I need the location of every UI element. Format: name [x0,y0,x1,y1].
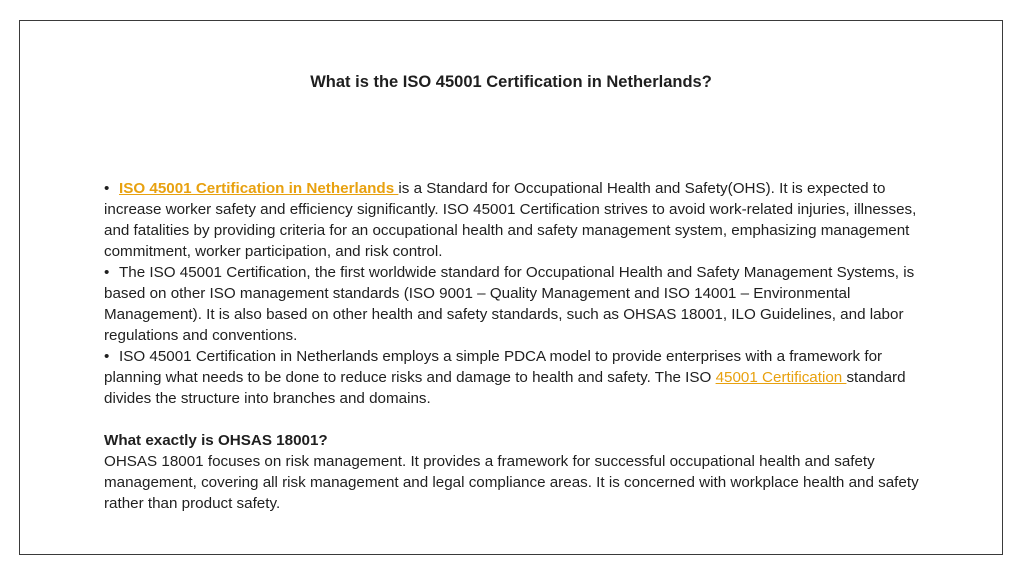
bullet-dot: • [104,180,110,197]
spacer [104,409,924,430]
bullet-1-text: is a Standard for Occupational Health and Safety(OHS). It is expected to increase worker safety and efficiency significantly. ISO 45001 Certification strives to avoid work-related injuries, illnesses, and fatalities by providing criteria for an occupational health and safety management system, emphasizing management commitment, worker participation, and risk control. [104,180,917,260]
content-body [104,178,924,514]
45001-certification-link[interactable]: 45001 Certification [715,369,847,386]
bullet-3-text-after: standard divides the structure into branches and domains. [104,369,906,407]
bullet-1 [104,178,924,262]
bullet-3 [104,346,924,409]
bullet-dot: • [104,264,110,281]
page-title: What is the ISO 45001 Certification in Netherlands? [310,73,712,91]
section-heading: What exactly is OHSAS 18001? [104,432,328,449]
bullet-2 [104,262,924,346]
bullet-3-text-before: ISO 45001 Certification in Netherlands employs a simple PDCA model to provide enterprises with a framework for planning what needs to be done to reduce risks and damage to health and safety. The ISO [104,348,883,386]
slide [19,20,1003,555]
iso-45001-netherlands-link[interactable]: ISO 45001 Certification in Netherlands [119,180,399,197]
section-text: OHSAS 18001 focuses on risk management. It provides a framework for successful occupational health and safety management, covering all risk management and legal compliance areas. It is concerned with workplace health and safety rather than product safety. [104,453,919,512]
bullet-dot: • [104,348,110,365]
bullet-2-text: The ISO 45001 Certification, the first worldwide standard for Occupational Health and Safety Management Systems, is based on other ISO management standards (ISO 9001 – Quality Management and ISO 14001 – Environmental Management). It is also based on other health and safety standards, such as OHSAS 18001, ILO Guidelines, and labor regulations and conventions. [104,264,915,344]
